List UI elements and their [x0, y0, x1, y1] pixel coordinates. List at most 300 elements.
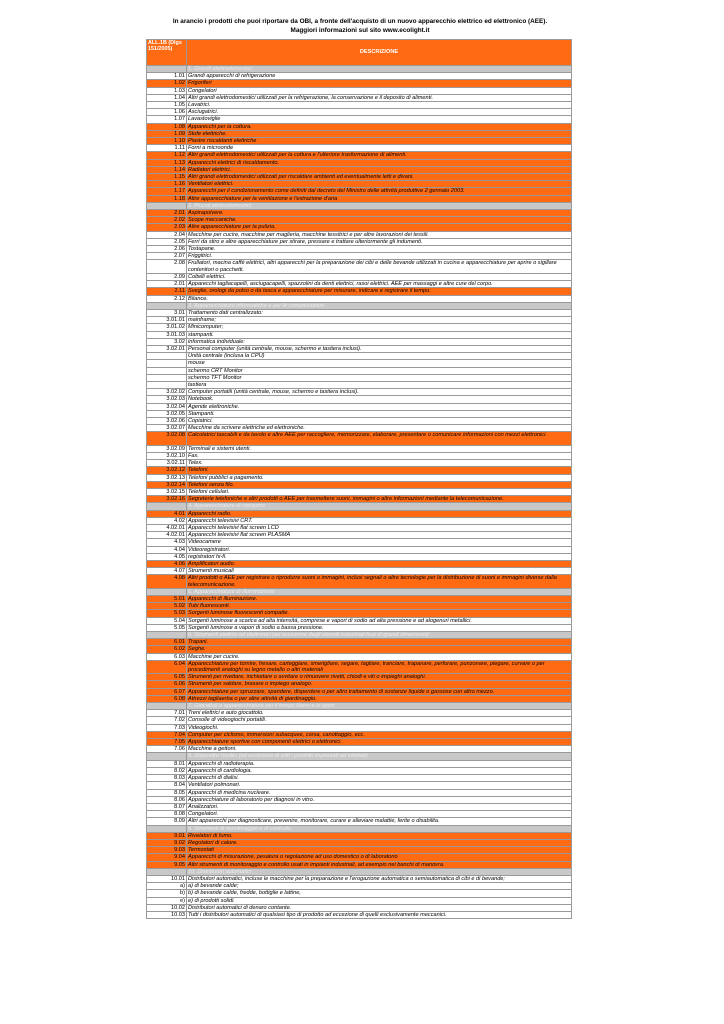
category-label: 9. Strumenti di monitoraggio e di controllo — [187, 825, 572, 832]
row-code: 5.02 — [147, 603, 187, 610]
row-code: 7.04 — [147, 731, 187, 738]
row-code: 1.04 — [147, 94, 187, 101]
row-code — [147, 360, 187, 367]
table-row — [147, 575, 572, 588]
row-code — [147, 503, 187, 510]
row-code: 3.02.16 — [147, 496, 187, 503]
code-column-header: ALL.1B (Dlgs 151/2005) — [147, 40, 187, 66]
category-row — [147, 632, 572, 639]
row-code: 1.18 — [147, 195, 187, 202]
row-code: 4.01 — [147, 510, 187, 517]
table-row — [147, 317, 572, 324]
row-code: 3.01.01 — [147, 317, 187, 324]
table-row — [147, 510, 572, 517]
table-row — [147, 338, 572, 345]
table-row — [147, 324, 572, 331]
row-description: Strumenti musicali — [187, 568, 572, 575]
row-description: Telefoni. — [187, 467, 572, 474]
table-row — [147, 181, 572, 188]
table-row — [147, 832, 572, 839]
row-description: Sorgenti luminose a scarica ad alta intensità, comprese e vapori di sodio ad alta pressione e ad alogenuri metallici. — [187, 617, 572, 624]
row-description: Minicomputer; — [187, 324, 572, 331]
document-header — [146, 17, 574, 35]
row-description: Telefoni cellulari. — [187, 488, 572, 495]
table-row — [147, 539, 572, 546]
table-row — [147, 775, 572, 782]
table-row — [147, 796, 572, 803]
row-description: e) di prodotti solidi. — [187, 897, 572, 904]
row-code — [147, 588, 187, 595]
row-description: Apparecchi radio. — [187, 510, 572, 517]
table-row — [147, 681, 572, 688]
row-description: Distributori automatici, incluse le macchine per la preparazione e l'erogazione automatica o semiautomatica di cibi e di bevande; — [187, 875, 572, 882]
row-code: 4.05 — [147, 553, 187, 560]
table-row — [147, 138, 572, 145]
row-description: Congelatori — [187, 87, 572, 94]
row-code: 1.01 — [147, 73, 187, 80]
table-body — [147, 66, 572, 919]
row-description: Sorgenti luminose a vapori di sodio a bassa pressione. — [187, 624, 572, 631]
table-row — [147, 445, 572, 452]
table-row — [147, 660, 572, 673]
row-description: Altri strumenti di monitoraggio e controllo usati in impianti industriali, ad esempio nei banchi di manovra. — [187, 861, 572, 868]
row-code: 3.01.02 — [147, 324, 187, 331]
row-code: 3.02 — [147, 338, 187, 345]
row-description: a) di bevande calde; — [187, 883, 572, 890]
row-code: 1.16 — [147, 181, 187, 188]
row-code: a) — [147, 883, 187, 890]
row-code: 7.06 — [147, 746, 187, 753]
row-code: 3.02.01 — [147, 345, 187, 352]
row-description: Distributori automatici di denaro contante. — [187, 904, 572, 911]
category-row — [147, 202, 572, 209]
row-description: Lavastoviglie — [187, 116, 572, 123]
row-description: Tutti i distributori automatici di qualsiasi tipo di prodotto ad eccezione di quelli esclusivamente meccanici. — [187, 911, 572, 918]
row-description: Tubi fluorescenti. — [187, 603, 572, 610]
row-code: 10.01 — [147, 875, 187, 882]
row-description: Macchine a gettoni. — [187, 746, 572, 753]
row-code: 6.06 — [147, 681, 187, 688]
category-row — [147, 588, 572, 595]
row-code — [147, 381, 187, 388]
row-description: informatica individuale: — [187, 338, 572, 345]
table-row — [147, 246, 572, 253]
row-code: 1.12 — [147, 152, 187, 159]
table-row — [147, 331, 572, 338]
table-row — [147, 94, 572, 101]
row-description: Apparecchi di radioterapia. — [187, 760, 572, 767]
table-row — [147, 603, 572, 610]
table-row — [147, 410, 572, 417]
row-description: Computer portatili (unità centrale, mouse, schermo e tastiera inclusi). — [187, 389, 572, 396]
row-code: 1.07 — [147, 116, 187, 123]
row-code: 3.01.03 — [147, 331, 187, 338]
category-row — [147, 825, 572, 832]
row-code: 9.04 — [147, 854, 187, 861]
row-description: Computer per ciclismo, immersioni subacquee, corsa, canottaggio, ecc. — [187, 731, 572, 738]
row-description: Apparecchi televisivi flat screen LCD — [187, 524, 572, 531]
table-row — [147, 87, 572, 94]
row-description: mouse — [187, 360, 572, 367]
table-row — [147, 639, 572, 646]
row-description: registratori hi-fi. — [187, 553, 572, 560]
row-description: Apparecchi di illuminazione. — [187, 596, 572, 603]
table-row — [147, 561, 572, 568]
row-code: 4.02 — [147, 517, 187, 524]
row-description: Consolle di videogiochi portatili. — [187, 717, 572, 724]
header-line-1: In arancio i prodotti che puoi riportare da OBI, a fronte dell'acquisto di un nuovo apparecchio elettrico ed elettronico (AEE). — [172, 18, 548, 25]
row-code — [147, 302, 187, 309]
table-row — [147, 897, 572, 904]
row-description: Trapani. — [187, 639, 572, 646]
table-row — [147, 123, 572, 130]
row-code: 2.12 — [147, 295, 187, 302]
row-description: b) di bevande calde, fredde, bottiglie e lattine, — [187, 890, 572, 897]
table-row — [147, 610, 572, 617]
row-code: 2.07 — [147, 253, 187, 260]
row-code — [147, 632, 187, 639]
table-row — [147, 803, 572, 810]
table-row — [147, 374, 572, 381]
row-description: Apparecchi di misurazione, pesatura o regolazione ad uso domestico o di laboratorio — [187, 854, 572, 861]
row-description: Apparecchi per il condizionamento come definiti dal decreto del Ministro delle attività produttive 2 gennaio 2003. — [187, 188, 572, 195]
row-code: 2.01 — [147, 210, 187, 217]
row-description: Fax. — [187, 452, 572, 459]
table-row — [147, 281, 572, 288]
row-code: 8.09 — [147, 818, 187, 825]
row-code: 5.03 — [147, 610, 187, 617]
row-code: 2.11 — [147, 288, 187, 295]
row-description: Regolatori di calore. — [187, 839, 572, 846]
table-row — [147, 767, 572, 774]
table-row — [147, 847, 572, 854]
row-code: 9.01 — [147, 832, 187, 839]
table-row — [147, 389, 572, 396]
table-row — [147, 174, 572, 181]
description-column-header: DESCRIZIONE — [187, 40, 572, 66]
row-code: 3.02.12 — [147, 467, 187, 474]
row-description: Unità centrale (inclusa la CPU) — [187, 353, 572, 360]
row-description: Stampanti. — [187, 410, 572, 417]
table-row — [147, 224, 572, 231]
row-code — [147, 202, 187, 209]
table-row — [147, 481, 572, 488]
row-description: schermo CRT Monitor — [187, 367, 572, 374]
row-code: 3.02.13 — [147, 474, 187, 481]
row-description: stampanti. — [187, 331, 572, 338]
row-description: Seghe. — [187, 646, 572, 653]
row-description: Videoregistratori. — [187, 546, 572, 553]
row-description: Radiatori elettrici. — [187, 166, 572, 173]
table-row — [147, 367, 572, 374]
row-description: Notebook. — [187, 396, 572, 403]
row-code: 3.02.04 — [147, 403, 187, 410]
category-label: 8. Dispositivi medici (ad eccezione di tutti i prodotti impiantati ed infettati) — [187, 753, 572, 760]
category-label: 4. Apparecchiature di consumo — [187, 503, 572, 510]
table-row — [147, 911, 572, 918]
row-code — [147, 825, 187, 832]
row-code: 6.08 — [147, 695, 187, 702]
table-row — [147, 353, 572, 360]
row-code: 3.02.05 — [147, 410, 187, 417]
row-code: 3.02.06 — [147, 417, 187, 424]
table-header-row — [147, 40, 572, 66]
row-description: Treni elettrici e auto giocattolo. — [187, 710, 572, 717]
table-row — [147, 717, 572, 724]
row-code: 2.09 — [147, 273, 187, 280]
table-row — [147, 674, 572, 681]
category-row — [147, 503, 572, 510]
table-row — [147, 73, 572, 80]
row-code: 6.05 — [147, 674, 187, 681]
table-row — [147, 116, 572, 123]
row-description: Piastre riscaldanti elettriche — [187, 138, 572, 145]
table-row — [147, 152, 572, 159]
table-row — [147, 195, 572, 202]
row-code: 6.01 — [147, 639, 187, 646]
row-code: 3.02.03 — [147, 396, 187, 403]
row-description: Telefoni pubblici a pagamento. — [187, 474, 572, 481]
table-row — [147, 145, 572, 152]
table-row — [147, 624, 572, 631]
row-code: 5.01 — [147, 596, 187, 603]
row-description: Apparecchiature di laboratorio per diagnosi in vitro. — [187, 796, 572, 803]
row-code — [147, 868, 187, 875]
row-description: Agende elettroniche. — [187, 403, 572, 410]
row-code: 2.05 — [147, 238, 187, 245]
row-description: Grandi apparecchi di refrigerazione — [187, 73, 572, 80]
table-row — [147, 159, 572, 166]
row-code: 2.02 — [147, 217, 187, 224]
row-description: Macchine da scrivere elettriche ed elettroniche. — [187, 425, 572, 432]
table-row — [147, 546, 572, 553]
row-description: Altre apparecchiature per la ventilazione e l'estrazione d'aria — [187, 195, 572, 202]
table-row — [147, 517, 572, 524]
row-code: 2.04 — [147, 231, 187, 238]
table-row — [147, 818, 572, 825]
row-code: 6.04 — [147, 660, 187, 673]
row-description: Altri prodotti o AEE per registrare o riprodurre suoni o immagini, inclusi segnali o altre tecnologie per la distribuzione di suoni e immagini diverse dalla telecomunicazione. — [187, 575, 572, 588]
row-description: Strumenti per rivettare, inchiodare o avvitare o rimuovere rivetti, chiodi e viti o impieghi analoghi. — [187, 674, 572, 681]
table-row — [147, 217, 572, 224]
row-description: Apparecchi tagliacapelli, asciugacapelli, spazzolini da denti elettrici, rasoi elettrici. AEE per massaggi e altre cure del corpo. — [187, 281, 572, 288]
row-code: 7.03 — [147, 724, 187, 731]
row-code: 3.01 — [147, 309, 187, 316]
row-description: Altri grandi elettrodomestici utilizzati per la cottura e l'ulteriore trasformazione di alimenti. — [187, 152, 572, 159]
table-row — [147, 309, 572, 316]
category-label: 5. Apparecchiature di illuminazione — [187, 588, 572, 595]
table-row — [147, 646, 572, 653]
row-code — [147, 66, 187, 73]
table-row — [147, 452, 572, 459]
row-code: 7.01 — [147, 710, 187, 717]
table-row — [147, 617, 572, 624]
row-description: Attrezzi tagliaerba o per altre attività di giardinaggio. — [187, 695, 572, 702]
row-code: 3.02.15 — [147, 488, 187, 495]
table-row — [147, 811, 572, 818]
table-row — [147, 102, 572, 109]
table-row — [147, 460, 572, 467]
row-description: Altri grandi elettrodomestici utilizzati per la refrigerazione, la conservazione e il deposito di alimenti. — [187, 94, 572, 101]
row-description: Coltelli elettrici. — [187, 273, 572, 280]
row-description: Frullatori, macina caffè elettrici, altri apparecchi per la preparazione dei cibi e delle bevande utilizzati in cucina e apparecchiature per aprire o sigillare contenitori o pacchetti. — [187, 260, 572, 273]
row-description: Friggitrici. — [187, 253, 572, 260]
row-description: Forni a microonde — [187, 145, 572, 152]
row-code: 4.08 — [147, 575, 187, 588]
row-description: Telex. — [187, 460, 572, 467]
row-code: 2.01 — [147, 281, 187, 288]
category-label: 1. Grandi elettrodomestici — [187, 66, 572, 73]
row-code: 9.02 — [147, 839, 187, 846]
row-code: 1.11 — [147, 145, 187, 152]
row-code: 3.02.02 — [147, 389, 187, 396]
row-description: Amplificatori audio. — [187, 561, 572, 568]
row-description: Videocamere — [187, 539, 572, 546]
table-row — [147, 568, 572, 575]
category-row — [147, 302, 572, 309]
row-code: 7.02 — [147, 717, 187, 724]
row-description: Ventilatori polmonari. — [187, 782, 572, 789]
row-description: Apparecchi televisivi CRT. — [187, 517, 572, 524]
row-description: Altre apparecchiature per la pulizia. — [187, 224, 572, 231]
category-label: 3. Apparecchiature informatiche e per le comunicazioni — [187, 302, 572, 309]
table-row — [147, 739, 572, 746]
table-row — [147, 210, 572, 217]
row-code: 5.05 — [147, 624, 187, 631]
row-description: Apparecchiature per tornire, fresare, carteggiare, smerigliare, segare, tagliare, tranciare, trapanare, perforare, punzonare, piegare, curvare o per procedimenti analoghi su legno metallo o altri materiali — [187, 660, 572, 673]
row-description: Frigoriferi — [187, 80, 572, 87]
row-description: Apparecchi per la cottura. — [187, 123, 572, 130]
table-row — [147, 861, 572, 868]
row-code — [147, 353, 187, 360]
table-row — [147, 231, 572, 238]
table-row — [147, 724, 572, 731]
row-description: Apparecchi elettrici di riscaldamento. — [187, 159, 572, 166]
category-label: 7. Giocattoli e apparecchiature per il tempo libero e lo sport — [187, 703, 572, 710]
row-description: Altri grandi elettrodomestici utilizzati per riscaldare ambienti ed eventualmente letti e divani. — [187, 174, 572, 181]
row-description: Ferri da stiro e altre apparecchiature per stirare, pressare e trattare ulteriormente gli indumenti. — [187, 238, 572, 245]
table-row — [147, 425, 572, 432]
row-code: 3.02.11 — [147, 460, 187, 467]
row-description: Apparecchiature per spruzzare, spandere, disperdere o per altro trattamento di sostanze liquide o gassose con altro mezzo. — [187, 688, 572, 695]
table-row — [147, 345, 572, 352]
category-row — [147, 868, 572, 875]
table-row — [147, 273, 572, 280]
row-code — [147, 703, 187, 710]
row-code: 9.03 — [147, 847, 187, 854]
row-code: 10.02 — [147, 904, 187, 911]
table-row — [147, 260, 572, 273]
category-row — [147, 753, 572, 760]
row-description: Apparecchiature sportive con componenti elettrici o elettronici. — [187, 739, 572, 746]
table-row — [147, 166, 572, 173]
row-code: 8.02 — [147, 767, 187, 774]
row-description: Analizzatori. — [187, 803, 572, 810]
table-row — [147, 288, 572, 295]
row-code: 1.08 — [147, 123, 187, 130]
row-description: Tostapane. — [187, 246, 572, 253]
category-row — [147, 703, 572, 710]
row-description: Strumenti per saldare, brasare o impiego analogo. — [187, 681, 572, 688]
row-description: Ventilatori elettrici. — [187, 181, 572, 188]
table-row — [147, 109, 572, 116]
table-row — [147, 360, 572, 367]
row-code: 1.06 — [147, 109, 187, 116]
header-line-2: Maggiori informazioni sul sito www.ecolight.it — [290, 27, 430, 34]
table-row — [147, 295, 572, 302]
row-code: 8.01 — [147, 760, 187, 767]
row-code: 1.14 — [147, 166, 187, 173]
row-code: 8.07 — [147, 803, 187, 810]
row-code: e) — [147, 897, 187, 904]
table-row — [147, 695, 572, 702]
table-row — [147, 417, 572, 424]
row-code — [147, 374, 187, 381]
row-code: 6.03 — [147, 653, 187, 660]
table-row — [147, 403, 572, 410]
row-code: 8.03 — [147, 775, 187, 782]
row-code: 1.15 — [147, 174, 187, 181]
row-code: 4.04 — [147, 546, 187, 553]
table-row — [147, 883, 572, 890]
table-row — [147, 553, 572, 560]
table-row — [147, 80, 572, 87]
table-row — [147, 496, 572, 503]
row-description: Apparecchi di dialisi. — [187, 775, 572, 782]
category-label: 6. Strumenti elettrici ed elettronici (ad eccezione degli utensili industriali fissi di grandi dimensioni) — [187, 632, 572, 639]
row-description: Macchine per cucire. — [187, 653, 572, 660]
row-code: 3.02.07 — [147, 425, 187, 432]
row-code: 2.03 — [147, 224, 187, 231]
row-description: Telefoni senza filo. — [187, 481, 572, 488]
row-code: 3.02.09 — [147, 445, 187, 452]
table-row — [147, 532, 572, 539]
row-code: b) — [147, 890, 187, 897]
table-row — [147, 760, 572, 767]
row-description: Calcolatrici tascabili e da tavolo e altre AEE per raccogliere, memorizzare, elaborare, presentare o comunicare informazioni con mezzi elettronici. — [187, 432, 572, 445]
table-row — [147, 474, 572, 481]
row-description: Lavatrici. — [187, 102, 572, 109]
row-description: Apparecchi di cardiologia. — [187, 767, 572, 774]
row-code: 4.03 — [147, 539, 187, 546]
row-description: schermo TFT Monitor — [187, 374, 572, 381]
row-code: 9.05 — [147, 861, 187, 868]
table-row — [147, 653, 572, 660]
row-code: 4.07 — [147, 568, 187, 575]
row-code — [147, 367, 187, 374]
row-description: Scope meccaniche. — [187, 217, 572, 224]
row-code: 8.06 — [147, 796, 187, 803]
row-code: 5.04 — [147, 617, 187, 624]
row-code: 1.02 — [147, 80, 187, 87]
row-code: 1.03 — [147, 87, 187, 94]
category-label: 10. Distributori automatici — [187, 868, 572, 875]
table-row — [147, 238, 572, 245]
table-row — [147, 188, 572, 195]
row-code: 8.04 — [147, 782, 187, 789]
table-row — [147, 596, 572, 603]
row-description: Apparecchi televisivi flat screen PLASMA — [187, 532, 572, 539]
row-description: Videogiochi. — [187, 724, 572, 731]
table-row — [147, 890, 572, 897]
row-code: 3.02.08 — [147, 432, 187, 445]
table-row — [147, 839, 572, 846]
table-row — [147, 904, 572, 911]
row-description: Macchine per cucire, macchine per maglieria, macchine tessitrici e per altre lavorazioni dei tessili. — [187, 231, 572, 238]
row-description: tastiera — [187, 381, 572, 388]
row-description: Rivelatori di fumo. — [187, 832, 572, 839]
table-row — [147, 432, 572, 445]
